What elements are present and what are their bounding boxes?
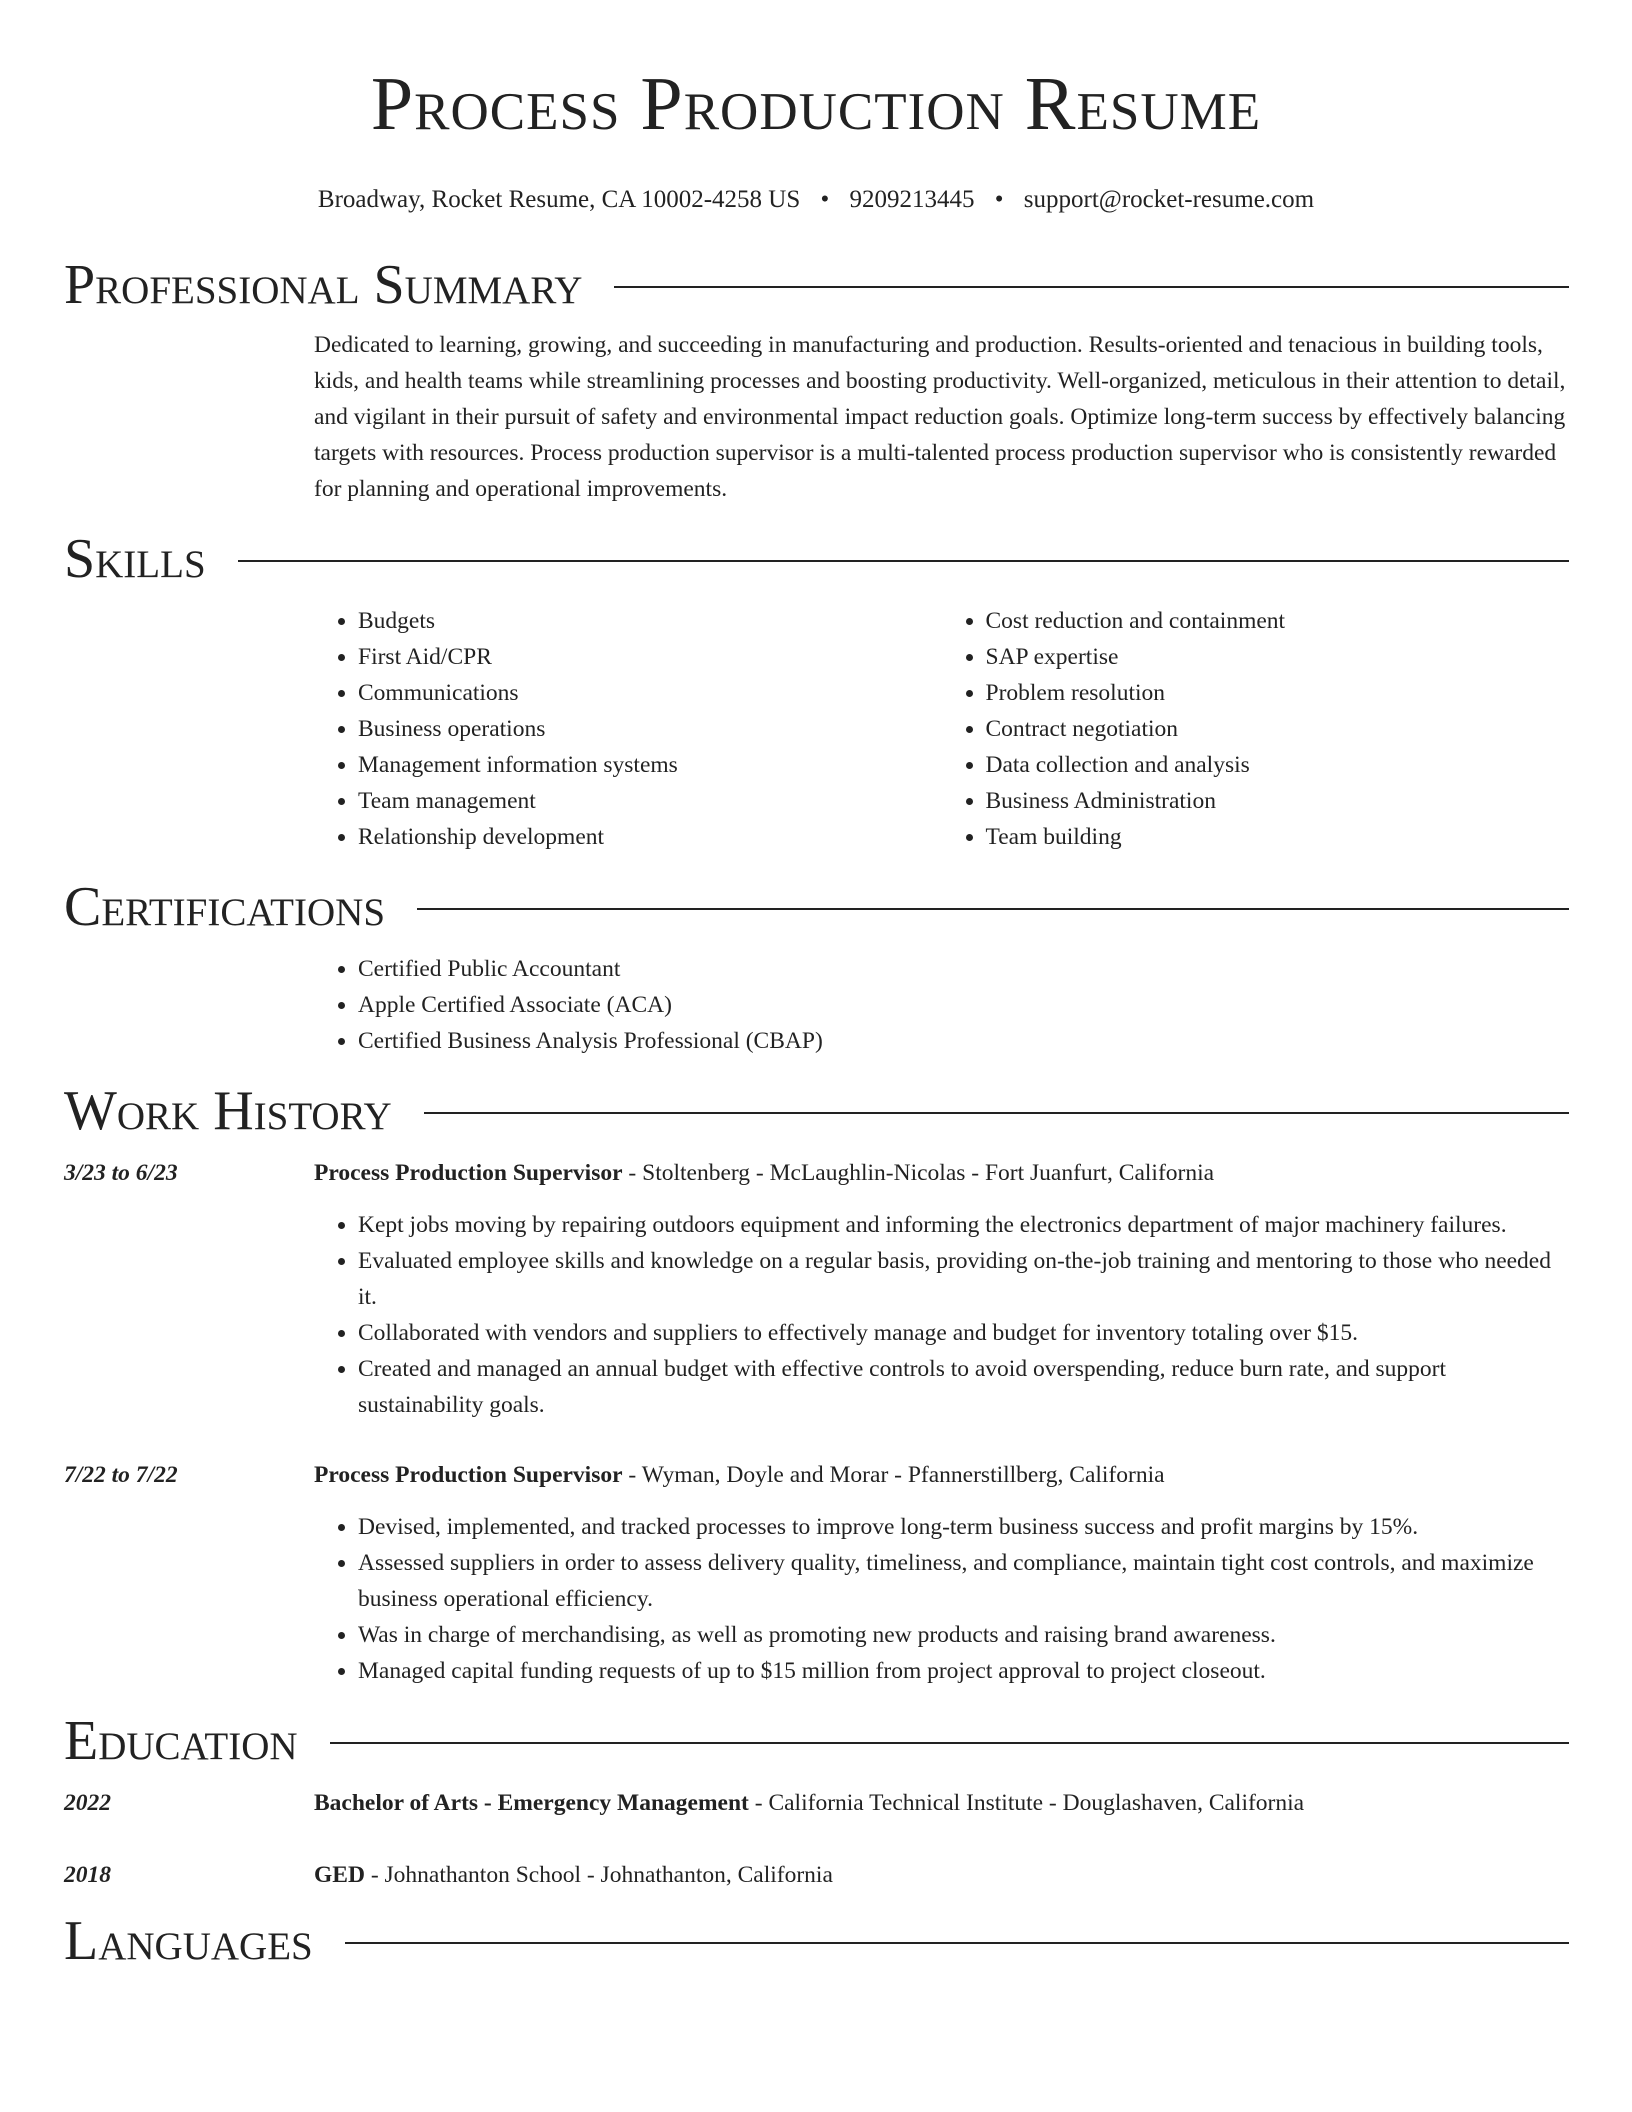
skill-item: • Data collection and analysis (986, 747, 1570, 783)
job-header (64, 1155, 1569, 1191)
education-heading (314, 1785, 1569, 1821)
section-header (64, 1909, 1569, 1973)
skills-list-left (314, 603, 942, 855)
job-header (64, 1457, 1569, 1493)
skill-item: • Communications (358, 675, 942, 711)
job-heading (314, 1155, 1569, 1191)
section-header (64, 1709, 1569, 1773)
job-bullets (314, 1509, 1569, 1689)
education-section (64, 1709, 1569, 1893)
contact-address: Broadway, Rocket Resume, CA 10002-4258 US (317, 186, 801, 213)
skill-item: • Relationship development (358, 819, 942, 855)
certification-item: • Certified Business Analysis Professional (CBAP) (358, 1023, 1569, 1059)
section-header (64, 875, 1569, 939)
job-title: Process Production Supervisor (314, 1160, 623, 1186)
section-divider (417, 908, 1569, 910)
skill-item: • Cost reduction and containment (986, 603, 1570, 639)
contact-line (0, 185, 1632, 215)
job-entry (64, 1155, 1569, 1423)
education-details: - California Technical Institute - Douglashaven, California (748, 1790, 1305, 1816)
skill-item: • Business operations (358, 711, 942, 747)
section-header (64, 253, 1569, 317)
job-bullet-list (314, 1207, 1569, 1423)
job-bullet: • Assessed suppliers in order to assess delivery quality, timeliness, and compliance, maintain tight cost controls, and maximize business operational efficiency. (358, 1545, 1569, 1617)
section-divider (614, 286, 1569, 288)
summary-text: Dedicated to learning, growing, and succeeding in manufacturing and production. Results-oriented and tenacious in building tools, kids, and health teams while streamlining processes and boosting productivity. Well-organized, meticulous in their attention to detail, and vigilant in their pursuit of safety and environmental impact reduction goals. Optimize long-term success by effectively balancing targets with resources. Process production supervisor is a multi-talented process production supervisor who is consistently rewarded for planning and operational improvements. (314, 332, 1566, 502)
section-title: Work History (64, 1080, 392, 1142)
skill-item: • SAP expertise (986, 639, 1570, 675)
education-details: - Johnathanton School - Johnathanton, California (364, 1862, 833, 1888)
certification-item: • Certified Public Accountant (358, 951, 1569, 987)
education-degree: Bachelor of Arts - Emergency Management (314, 1790, 749, 1816)
job-bullet: • Managed capital funding requests of up to $15 million from project approval to project closeout. (358, 1653, 1569, 1689)
contact-separator: • (994, 186, 1004, 213)
skill-item: • Problem resolution (986, 675, 1570, 711)
summary-section (64, 253, 1569, 507)
skill-item: • Business Administration (986, 783, 1570, 819)
summary-body (314, 327, 1569, 507)
resume-name: Process Production Resume (370, 62, 1262, 146)
contact-phone: 9209213445 (849, 186, 975, 213)
education-entry (64, 1785, 1569, 1821)
job-details: - Wyman, Doyle and Morar - Pfannerstillberg, California (622, 1462, 1165, 1488)
contact-separator: • (820, 186, 830, 213)
section-divider (345, 1942, 1569, 1944)
contact-email: support@rocket-resume.com (1023, 186, 1315, 213)
job-dates: 3/23 to 6/23 (64, 1160, 178, 1186)
job-bullet: • Was in charge of merchandising, as well as promoting new products and raising brand awareness. (358, 1617, 1569, 1653)
job-bullet: • Kept jobs moving by repairing outdoors equipment and informing the electronics department of major machinery failures. (358, 1207, 1569, 1243)
education-year: 2022 (64, 1790, 111, 1816)
education-degree: GED (314, 1862, 365, 1888)
skills-section (64, 527, 1569, 855)
section-header (64, 1079, 1569, 1143)
section-title: Languages (64, 1910, 313, 1972)
certifications-list (314, 951, 1569, 1059)
certifications-section (64, 875, 1569, 1059)
job-bullet: • Devised, implemented, and tracked processes to improve long-term business success and profit margins by 15%. (358, 1509, 1569, 1545)
job-bullet: • Collaborated with vendors and suppliers to effectively manage and budget for inventory totaling over $15. (358, 1315, 1569, 1351)
job-heading (314, 1457, 1569, 1493)
skill-item: • Management information systems (358, 747, 942, 783)
job-bullet: • Evaluated employee skills and knowledge on a regular basis, providing on-the-job training and mentoring to those who needed it. (358, 1243, 1569, 1315)
skill-item: • Team building (986, 819, 1570, 855)
skills-list-right (942, 603, 1570, 855)
skill-item: • Team management (358, 783, 942, 819)
section-title: Certifications (64, 876, 386, 938)
education-heading (314, 1857, 1569, 1893)
job-bullets (314, 1207, 1569, 1423)
certification-item: • Apple Certified Associate (ACA) (358, 987, 1569, 1023)
section-header (64, 527, 1569, 591)
job-entry (64, 1457, 1569, 1689)
skill-item: • Budgets (358, 603, 942, 639)
skill-item: • Contract negotiation (986, 711, 1570, 747)
job-details: - Stoltenberg - McLaughlin-Nicolas - Fort Juanfurt, California (622, 1160, 1215, 1186)
job-bullet-list (314, 1509, 1569, 1689)
section-divider (424, 1112, 1569, 1114)
skill-item: • First Aid/CPR (358, 639, 942, 675)
education-year: 2018 (64, 1862, 111, 1888)
skills-grid (314, 603, 1569, 855)
section-title: Professional Summary (64, 254, 583, 316)
certifications-body (314, 951, 1569, 1059)
section-divider (330, 1742, 1569, 1744)
education-entry (64, 1857, 1569, 1893)
section-title: Education (64, 1710, 298, 1772)
section-divider (238, 560, 1569, 562)
job-dates: 7/22 to 7/22 (64, 1462, 178, 1488)
job-bullet: • Created and managed an annual budget with effective controls to avoid overspending, reduce burn rate, and support sustainability goals. (358, 1351, 1569, 1423)
section-title: Skills (64, 528, 206, 590)
job-title: Process Production Supervisor (314, 1462, 623, 1488)
work-history-section (64, 1079, 1569, 1689)
languages-section (64, 1909, 1569, 1973)
